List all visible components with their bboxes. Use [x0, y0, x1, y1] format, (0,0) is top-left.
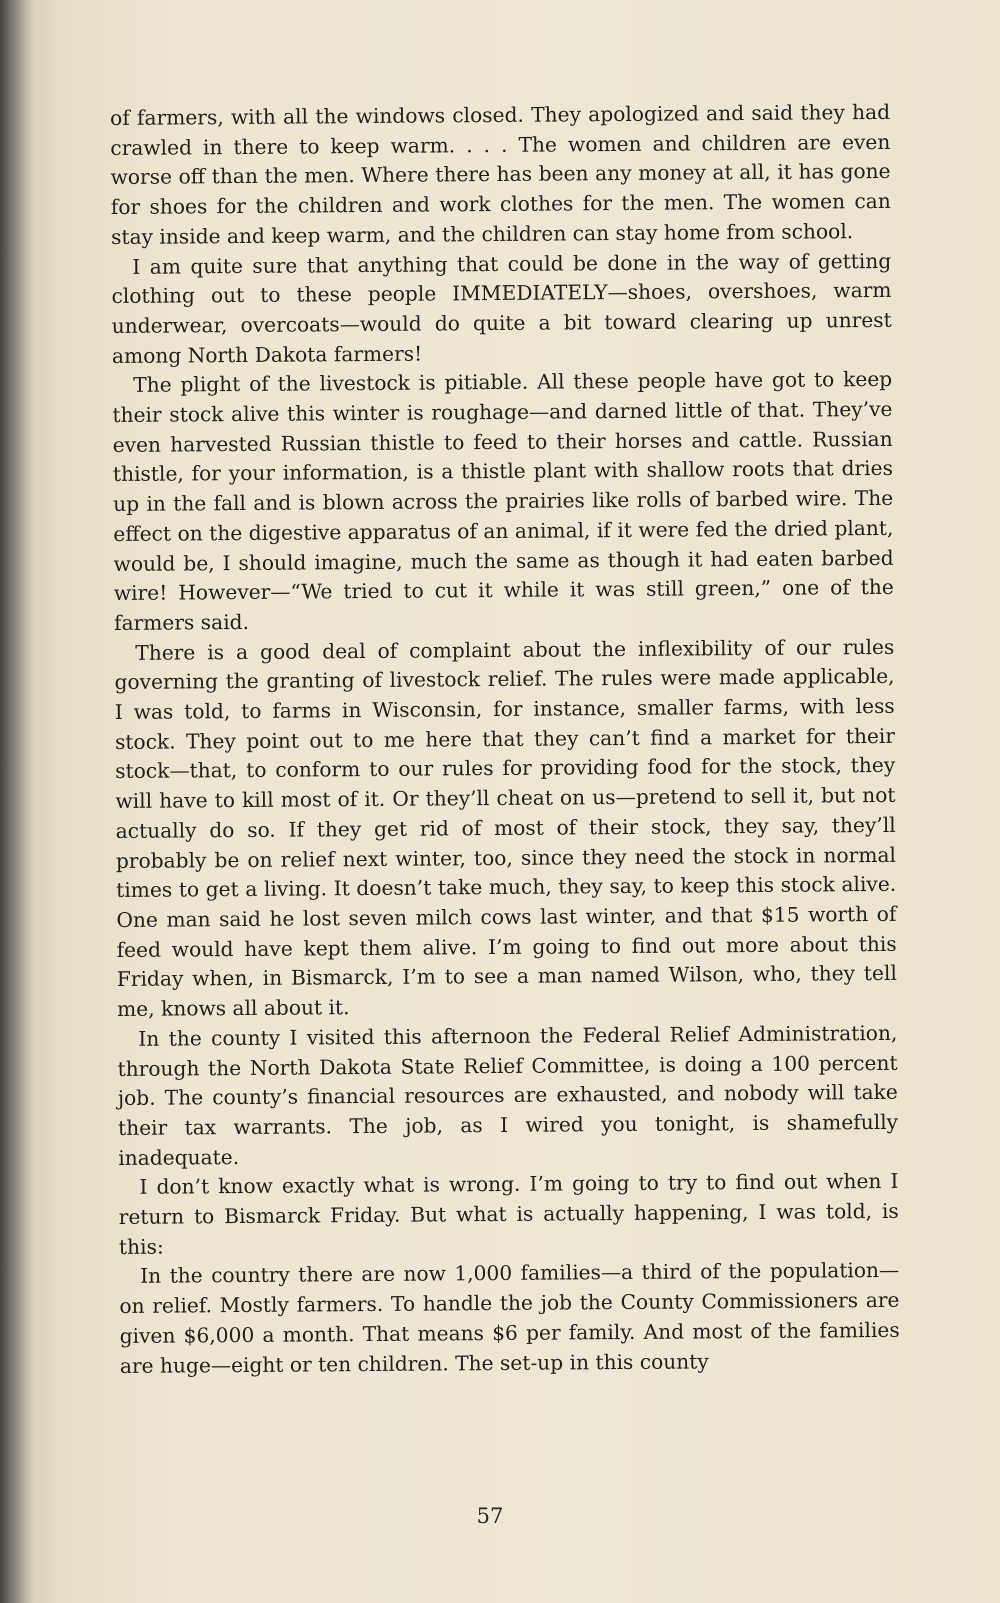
- paragraph: I am quite sure that anything that could be done in the way of getting clothing out to these people IMMEDIATELY—shoes, overshoes, warm underwear, overcoats—would do quite a bit toward clearing up unrest among North Dakota farmers!: [111, 248, 892, 368]
- binding-shadow: [0, 0, 34, 1603]
- page-number: 57: [476, 1504, 504, 1528]
- paragraph: In the county I visited this afternoon the Federal Relief Administration, through the North Dakota State Relief Committee, is doing a 100 percent job. The county’s financial resources are exhausted, and nobody will take their tax warrants. The job, as I wired you tonight, is shamefully inadequate.: [117, 1020, 899, 1170]
- paragraph: The plight of the livestock is pitiable. All these people have got to keep their stock alive this winter is roughage—and darned little of that. They’ve even harvested Russian thistle to feed to their horses and cattle. Russian thistle, for your information, is a thistle plant with shallow roots that dries up in the fall and is blown across the prairies like rolls of barbed wire. The effect on the digestive apparatus of an animal, if it were fed the dried plant, would be, I should imagine, much the same as though it had eaten barbed wire! However—“We tried to cut it while it was still green,” one of the farmers said.: [112, 367, 894, 635]
- paragraph: There is a good deal of complaint about the inflexibility of our rules governing the granting of livestock relief. The rules were made applicable, I was told, to farms in Wisconsin, for instance, smaller farms, with less stock. They point out to me here that they can’t find a market for their stock—that, to conform to our rules for providing food for the stock, they will have to kill most of it. Or they’ll cheat on us—pretend to sell it, but not actually do so. If they get rid of most of their stock, they say, they’ll probably be on relief next winter, too, since they need the stock in normal times to get a living. It doesn’t take much, they say, to keep this stock alive. One man said he lost seven milch cows last winter, and that $15 worth of feed would have kept them alive. I’m going to find out more about this Friday when, in Bismarck, I’m to see a man named Wilson, who, they tell me, knows all about it.: [114, 634, 897, 1022]
- body-text: [110, 98, 900, 1381]
- paragraph: In the country there are now 1,000 families—a third of the population—on relief. Mostly farmers. To handle the job the County Commissioners are given $6,000 a month. That means $6 per family. And most of the families are huge—eight or ten children. The set-up in this county: [119, 1258, 900, 1378]
- paragraph: I don’t know exactly what is wrong. I’m going to try to find out when I return to Bismarck Friday. But what is actually happening, I was told, is this:: [118, 1169, 899, 1259]
- paragraph: of farmers, with all the windows closed. They apologized and said they had crawled in there to keep warm. . . . The women and children are even worse off than the men. Where there has been any money at all, it has gone for shoes for the children and work clothes for the men. The women can stay inside and keep warm, and the children can stay home from school.: [110, 99, 891, 249]
